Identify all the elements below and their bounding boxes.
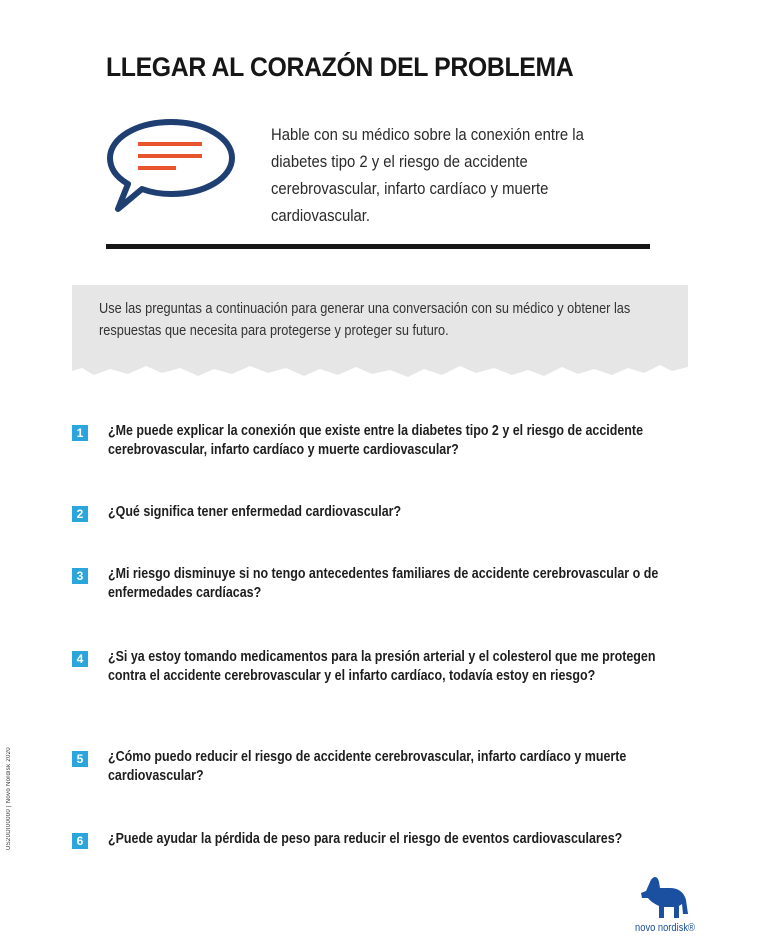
number-badge: 1 xyxy=(72,425,88,441)
question-text: ¿Si ya estoy tomando medicamentos para la presión arterial y el colesterol que me protegen contra el accidente cerebrovascular y el infarto cardíaco, todavía estoy en riesgo? xyxy=(108,649,656,684)
number-badge: 4 xyxy=(72,651,88,667)
question-text: ¿Puede ayudar la pérdida de peso para reducir el riesgo de eventos cardiovasculares? xyxy=(108,831,623,847)
divider xyxy=(106,244,650,249)
number-badge: 3 xyxy=(72,568,88,584)
speech-bubble-icon xyxy=(104,116,238,216)
logo-wordmark: novo nordisk® xyxy=(635,922,695,934)
page-title: LLEGAR AL CORAZÓN DEL PROBLEMA xyxy=(106,52,574,82)
question-text: ¿Me puede explicar la conexión que existe entre la diabetes tipo 2 y el riesgo de accidente cerebrovascular, infarto cardíaco y muerte cardiovascular? xyxy=(108,423,644,458)
question-text: ¿Qué significa tener enfermedad cardiovascular? xyxy=(108,504,402,520)
number-badge: 2 xyxy=(72,506,88,522)
question-text: ¿Cómo puedo reducir el riesgo de accidente cerebrovascular, infarto cardíaco y muerte cardiovascular? xyxy=(108,749,627,784)
intro-text: Hable con su médico sobre la conexión entre la diabetes tipo 2 y el riesgo de accidente cerebrovascular, infarto cardíaco y muerte cardiovascular. xyxy=(271,126,584,225)
number-badge: 6 xyxy=(72,833,88,849)
document-code: US20DI00000 | Novo Nordisk 2020 xyxy=(6,747,12,850)
number-badge: 5 xyxy=(72,751,88,767)
instructions-text: Use las preguntas a continuación para generar una conversación con su médico y obtener las respuestas que necesita para protegerse y proteger su futuro. xyxy=(99,301,631,339)
question-text: ¿Mi riesgo disminuye si no tengo antecedentes familiares de accidente cerebrovascular o de enfermedades cardíacas? xyxy=(108,566,659,601)
